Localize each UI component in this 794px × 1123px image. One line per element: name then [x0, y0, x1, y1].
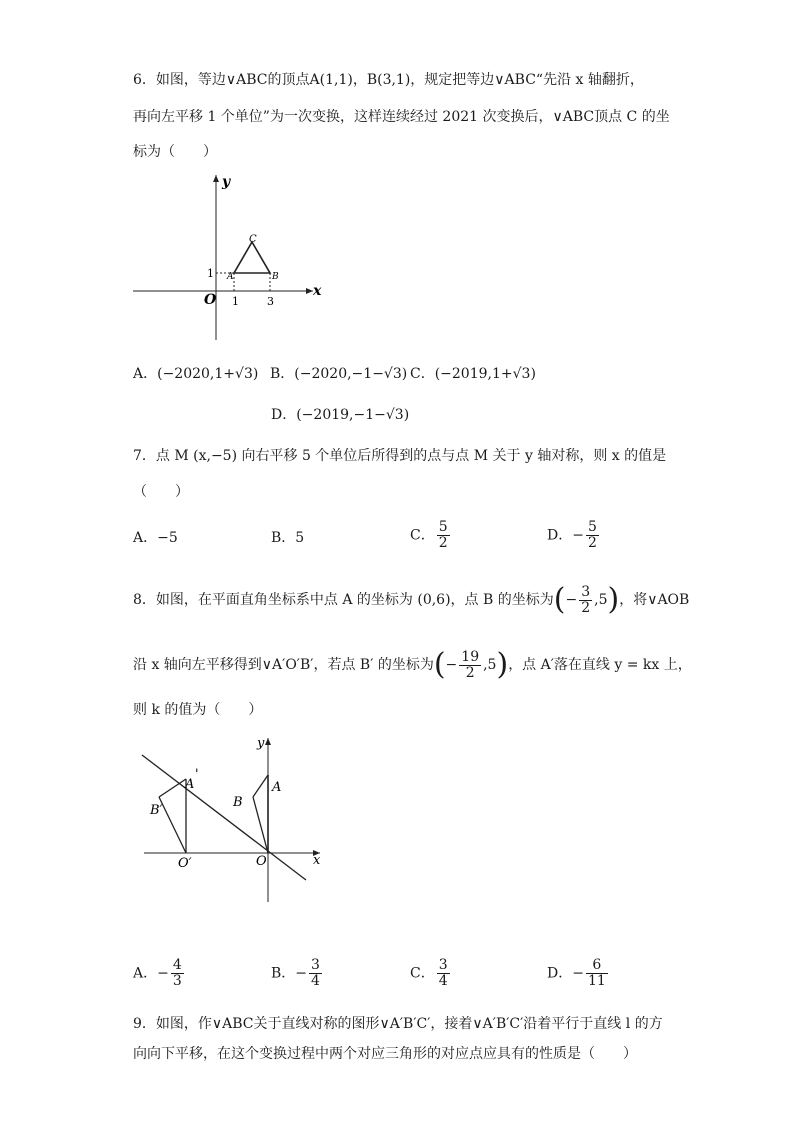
q6-origin-label: O [204, 292, 217, 308]
q6-c-label: C [249, 234, 257, 245]
q7-option-c: C． $\frac{5}{2}$ [410, 519, 448, 551]
q8-x-label: x [313, 853, 321, 868]
q8-option-a: A．− $\frac{4}{3}$ [133, 957, 182, 989]
q8-a-label: A [272, 780, 282, 795]
q8-o-prime-label: O′ [178, 856, 192, 871]
q6-tick-1-y: 1 [207, 267, 214, 280]
q7-text-line-2: （ ） [133, 484, 189, 500]
q6-b-label: B [272, 272, 279, 282]
q6-triangle-abc [234, 242, 270, 273]
q8-origin-label: O [256, 854, 267, 869]
q7-text-line-1: 7．点 M (x,−5) 向右平移 5 个单位后所得到的点与点 M 关于 y 轴对称，则 x 的值是 [133, 448, 667, 464]
q6-tick-1-x: 1 [232, 295, 239, 308]
q8-figure [130, 730, 330, 910]
q8-b-prime-label: B′ [150, 803, 163, 818]
q8-b-label: B [233, 795, 243, 810]
q6-text-line-3: 标为（ ） [133, 144, 217, 160]
q6-option-a: A．(−2020,1+√3) [133, 366, 259, 382]
q6-option-c: C．(−2019,1+√3) [410, 366, 536, 382]
q6-a-label: A [227, 272, 234, 282]
q6-x-label: x [313, 283, 322, 299]
q7-option-b: B．5 [271, 530, 305, 546]
q8-y-label: y [257, 736, 265, 751]
q6-text-line-1: 6．如图，等边∨ABC的顶点A(1,1)，B(3,1)，规定把等边∨ABC“先沿 x 轴翻折， [133, 72, 644, 88]
q6-option-b: B．(−2020,−1−√3) [270, 366, 408, 382]
q6-tick-3-x: 3 [267, 295, 274, 308]
q8-text-line-3: 则 k 的值为（ ） [133, 702, 263, 718]
q8-option-d: D．− $\frac{6}{11}$ [547, 957, 606, 989]
q8-option-b: B．− $\frac{3}{4}$ [271, 957, 320, 989]
q6-option-d: D．(−2019,−1−√3) [271, 407, 410, 423]
q9-text-line-2: 向向下平移，在这个变换过程中两个对应三角形的对应点应具有的性质是（ ） [133, 1046, 637, 1062]
q9-text-line-1: 9．如图，作∨ABC关于直线对称的图形∨A′B′C′，接着∨A′B′C′沿着平行于直线 l 的方 [133, 1016, 663, 1032]
q8-text-line-2: 沿 x 轴向左平移得到∨A′O′B′，若点 B′ 的坐标为(− $\frac{19}{2}$ ,5)，点 A′落在直线 y = kx 上， [133, 647, 692, 682]
q6-figure [128, 170, 328, 345]
q7-option-a: A．−5 [133, 530, 178, 546]
q8-option-c: C． $\frac{3}{4}$ [410, 957, 448, 989]
q8-text-line-1: 8．如图，在平面直角坐标系中点 A 的坐标为 (0,6)，点 B 的坐标为(− $\frac{3}{2}$ ,5)，将∨AOB [133, 582, 690, 617]
q6-y-label: y [222, 174, 231, 190]
q8-line-y-kx [142, 755, 306, 880]
q8-a-prime-mark: ' [195, 767, 199, 782]
q8-a-prime-label: A [185, 777, 195, 792]
q6-text-line-2: 再向左平移 1 个单位”为一次变换，这样连续经过 2021 次变换后，∨ABC顶点 C 的坐 [133, 109, 670, 125]
q7-option-d: D．− $\frac{5}{2}$ [547, 519, 597, 551]
